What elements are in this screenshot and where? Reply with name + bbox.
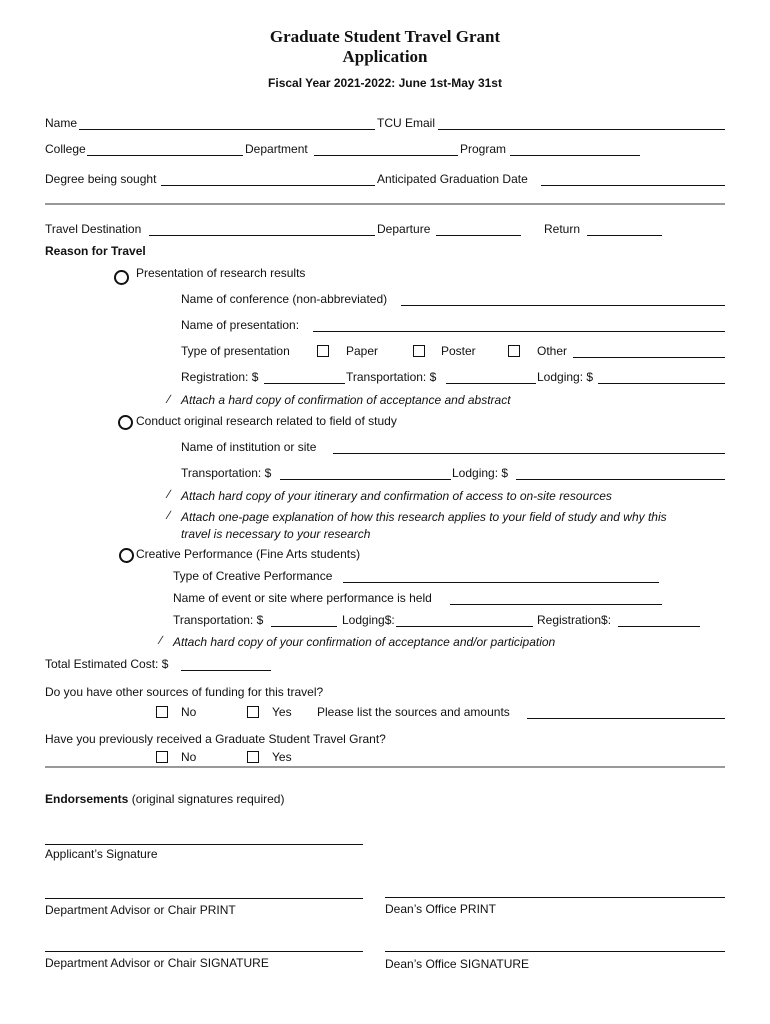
cp-lodging-label: Lodging$: [342, 613, 395, 627]
college-label: College [45, 142, 86, 156]
dean-signature-label: Dean’s Office SIGNATURE [385, 957, 530, 971]
endorsements-note: (original signatures required) [131, 792, 285, 806]
or-lodging-field[interactable] [516, 479, 725, 480]
paper-label: Paper [346, 344, 379, 358]
event-field[interactable] [450, 604, 662, 605]
paperclip-icon: ∕ [168, 508, 171, 522]
radio-original-research[interactable] [118, 415, 133, 430]
tcu-email-label: TCU Email [377, 116, 436, 130]
radio-creative-performance[interactable] [119, 548, 134, 563]
registration-label: Registration: $ [181, 370, 259, 384]
event-label: Name of event or site where performance is held [173, 591, 432, 605]
college-field[interactable] [87, 155, 243, 156]
creative-type-label: Type of Creative Performance [173, 569, 333, 583]
dean-signature-field[interactable] [385, 951, 725, 952]
other-funding-no-label: No [181, 705, 197, 719]
tcu-email-field[interactable] [438, 129, 725, 130]
grad-date-label: Anticipated Graduation Date [377, 172, 528, 186]
endorsements-heading [45, 792, 284, 806]
attach-note-cont: travel is necessary to your research [181, 527, 371, 541]
cp-lodging-field[interactable] [396, 626, 533, 627]
poster-checkbox[interactable] [413, 345, 425, 357]
section-divider [45, 766, 725, 768]
previous-grant-no-checkbox[interactable] [156, 751, 168, 763]
paper-checkbox[interactable] [317, 345, 329, 357]
attach-note: Attach hard copy of your itinerary and confirmation of access to on-site resources [181, 489, 612, 503]
lodging-field[interactable] [598, 383, 725, 384]
department-label: Department [245, 142, 308, 156]
transportation-field[interactable] [446, 383, 536, 384]
return-field[interactable] [587, 235, 662, 236]
other-checkbox[interactable] [508, 345, 520, 357]
previous-grant-yes-checkbox[interactable] [247, 751, 259, 763]
institution-label: Name of institution or site [181, 440, 317, 454]
dean-print-field[interactable] [385, 897, 725, 898]
advisor-print-label: Department Advisor or Chair PRINT [45, 903, 236, 917]
creative-performance-label: Creative Performance (Fine Arts students) [136, 547, 361, 561]
conference-field[interactable] [401, 305, 725, 306]
poster-label: Poster [441, 344, 476, 358]
other-funding-no-checkbox[interactable] [156, 706, 168, 718]
attach-note: Attach a hard copy of confirmation of acceptance and abstract [181, 393, 511, 407]
paperclip-icon: ∕ [160, 633, 163, 647]
or-transportation-field[interactable] [280, 479, 451, 480]
total-cost-field[interactable] [181, 670, 271, 671]
presentation-type-label: Type of presentation [181, 344, 290, 358]
other-label: Other [537, 344, 568, 358]
list-sources-label: Please list the sources and amounts [317, 705, 510, 719]
other-funding-yes-checkbox[interactable] [247, 706, 259, 718]
other-field[interactable] [573, 357, 725, 358]
departure-field[interactable] [436, 235, 521, 236]
previous-grant-yes-label: Yes [272, 750, 292, 764]
paperclip-icon: ∕ [168, 392, 171, 406]
applicant-signature-field[interactable] [45, 844, 363, 845]
grad-date-field[interactable] [541, 185, 725, 186]
section-divider [45, 203, 725, 205]
radio-research-results[interactable] [114, 270, 129, 285]
advisor-signature-label: Department Advisor or Chair SIGNATURE [45, 956, 269, 970]
name-label: Name [45, 116, 78, 130]
endorsements-title: Endorsements [45, 792, 129, 806]
advisor-print-field[interactable] [45, 898, 363, 899]
previous-grant-question: Have you previously received a Graduate Student Travel Grant? [45, 732, 386, 746]
presentation-label: Name of presentation: [181, 318, 300, 332]
form-title-line2: Application [342, 47, 428, 66]
conference-label: Name of conference (non-abbreviated) [181, 292, 388, 306]
previous-grant-no-label: No [181, 750, 197, 764]
other-funding-question: Do you have other sources of funding for this travel? [45, 685, 324, 699]
applicant-signature-label: Applicant’s Signature [45, 847, 158, 861]
return-label: Return [544, 222, 581, 236]
destination-field[interactable] [149, 235, 375, 236]
institution-field[interactable] [333, 453, 725, 454]
research-results-label: Presentation of research results [136, 266, 306, 280]
departure-label: Departure [377, 222, 431, 236]
department-field[interactable] [314, 155, 458, 156]
program-label: Program [460, 142, 507, 156]
list-sources-field[interactable] [527, 718, 725, 719]
attach-note: Attach one-page explanation of how this research applies to your field of study and why this [181, 510, 667, 524]
destination-label: Travel Destination [45, 222, 142, 236]
degree-field[interactable] [161, 185, 375, 186]
fiscal-year: Fiscal Year 2021-2022: June 1st-May 31st [268, 76, 502, 90]
original-research-label: Conduct original research related to field of study [136, 414, 397, 428]
paperclip-icon: ∕ [168, 487, 171, 501]
other-funding-yes-label: Yes [272, 705, 292, 719]
registration-field[interactable] [264, 383, 345, 384]
dean-print-label: Dean’s Office PRINT [385, 902, 496, 916]
cp-registration-label: Registration$: [537, 613, 612, 627]
creative-type-field[interactable] [343, 582, 659, 583]
cp-transportation-label: Transportation: $ [173, 613, 264, 627]
form-title: Graduate Student Travel Grant [269, 27, 501, 46]
reason-heading: Reason for Travel [45, 244, 146, 258]
or-lodging-label: Lodging: $ [452, 466, 509, 480]
total-cost-label: Total Estimated Cost: $ [45, 657, 169, 671]
transportation-label: Transportation: $ [346, 370, 437, 384]
program-field[interactable] [510, 155, 640, 156]
advisor-signature-field[interactable] [45, 951, 363, 952]
presentation-field[interactable] [313, 331, 725, 332]
cp-registration-field[interactable] [618, 626, 700, 627]
attach-note: Attach hard copy of your confirmation of acceptance and/or participation [173, 635, 556, 649]
cp-transportation-field[interactable] [271, 626, 337, 627]
lodging-label: Lodging: $ [537, 370, 594, 384]
or-transportation-label: Transportation: $ [181, 466, 272, 480]
name-field[interactable] [79, 129, 375, 130]
degree-label: Degree being sought [45, 172, 157, 186]
